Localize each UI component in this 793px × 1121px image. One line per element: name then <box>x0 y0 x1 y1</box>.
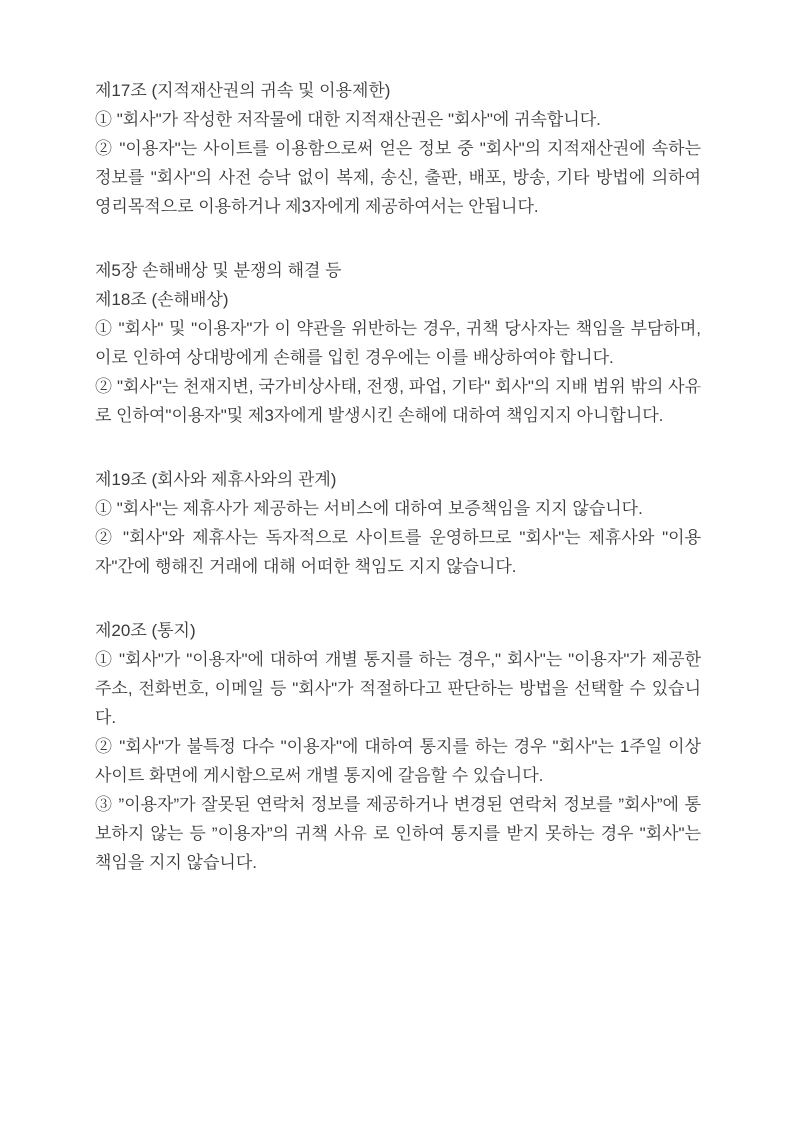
terms-section <box>95 616 701 877</box>
clause-paragraph: ② "회사"가 불특정 다수 "이용자"에 대하여 통지를 하는 경우 "회사"는 1주일 이상 사이트 화면에 게시함으로써 개별 통지에 갈음할 수 있습니다. <box>95 737 701 785</box>
clause-paragraph: ② "회사"와 제휴사는 독자적으로 사이트를 운영하므로 "회사"는 제휴사와 "이용자"간에 행해진 거래에 대해 어떠한 책임도 지지 않습니다. <box>95 528 701 576</box>
clause-paragraph: ① "회사" 및 "이용자"가 이 약관을 위반하는 경우, 귀책 당사자는 책임을 부담하며, 이로 인하여 상대방에게 손해를 입힌 경우에는 이를 배상하여야 합니다. <box>95 319 701 367</box>
clause-paragraph: ① "회사"는 제휴사가 제공하는 서비스에 대하여 보증책임을 지지 않습니다. <box>95 499 643 518</box>
article-heading: 제20조 (통지) <box>95 621 196 640</box>
clause-paragraph: ② "이용자"는 사이트를 이용함으로써 얻은 정보 중 "회사"의 지적재산권에 속하는 정보를 "회사"의 사전 승낙 없이 복제, 송신, 출판, 배포, 방송, 기타 방법에 의하여 영리목적으로 이용하거나 제3자에게 제공하여서는 안됩니다. <box>95 139 701 216</box>
terms-section <box>95 256 701 430</box>
terms-section <box>95 76 701 221</box>
article-heading: 제17조 (지적재산권의 귀속 및 이용제한) <box>95 81 391 100</box>
chapter-heading: 제5장 손해배상 및 분쟁의 해결 등 <box>95 261 342 280</box>
article-heading: 제19조 (회사와 제휴사와의 관계) <box>95 470 337 489</box>
clause-paragraph: ③ ”이용자”가 잘못된 연락처 정보를 제공하거나 변경된 연락처 정보를 ”회사”에 통보하지 않는 등 ”이용자”의 귀책 사유 로 인하여 통지를 받지 못하는 경우 "회사"는 책임을 지지 않습니다. <box>95 795 701 872</box>
article-heading: 제18조 (손해배상) <box>95 290 229 309</box>
clause-paragraph: ① "회사"가 "이용자"에 대하여 개별 통지를 하는 경우," 회사"는 "이용자"가 제공한 주소, 전화번호, 이메일 등 "회사"가 적절하다고 판단하는 방법을 선택할 수 있습니다. <box>95 650 701 727</box>
terms-section <box>95 465 701 581</box>
terms-content <box>95 76 701 877</box>
clause-paragraph: ① "회사"가 작성한 저작물에 대한 지적재산권은 "회사"에 귀속합니다. <box>95 110 601 129</box>
clause-paragraph: ② "회사"는 천재지변, 국가비상사태, 전쟁, 파업, 기타" 회사"의 지배 범위 밖의 사유로 인하여"이용자"및 제3자에게 발생시킨 손해에 대하여 책임지지 아니합니다. <box>95 377 701 425</box>
